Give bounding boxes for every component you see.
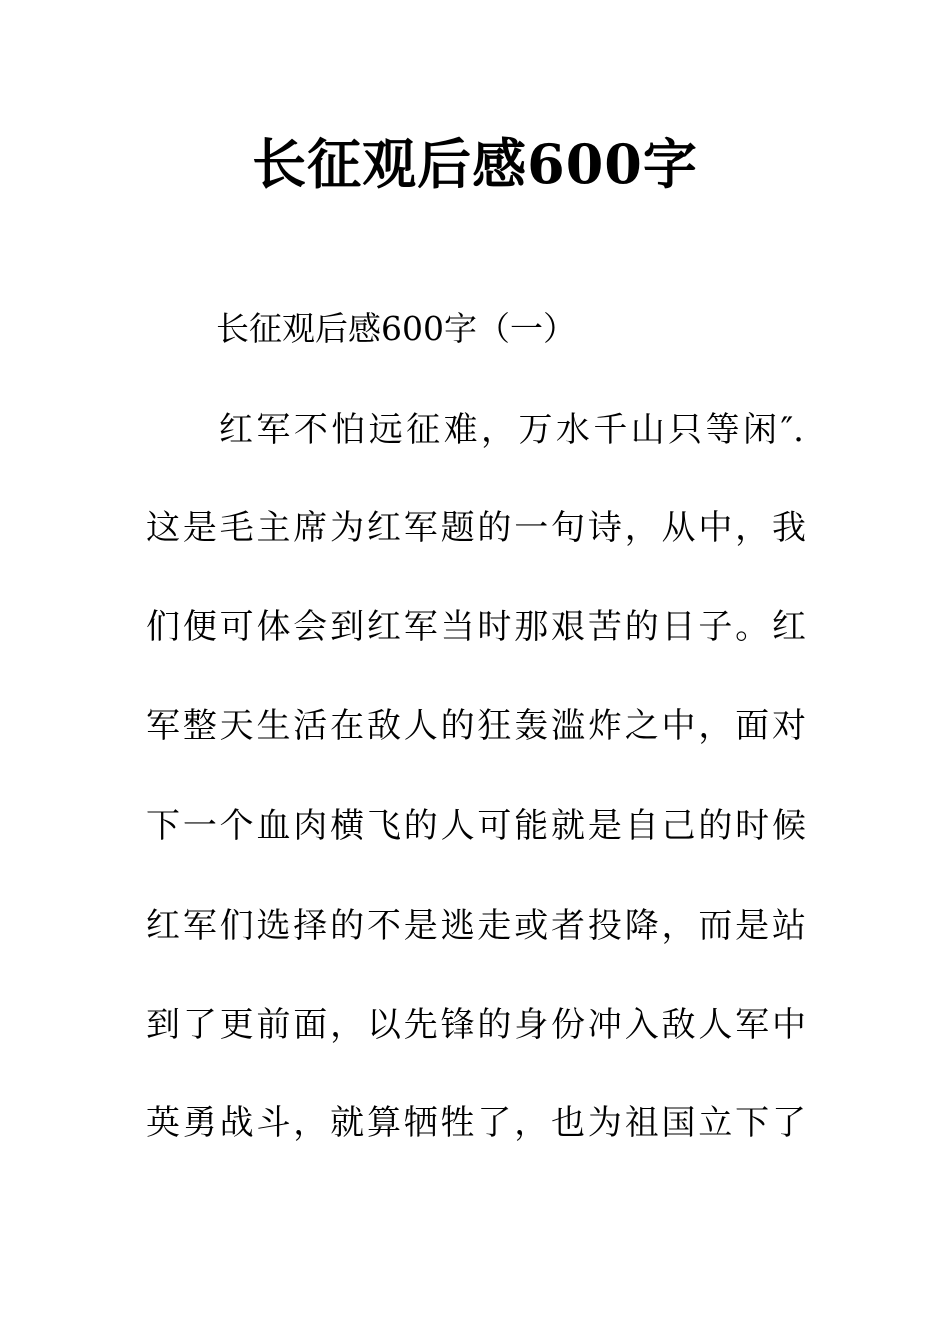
paragraph-line: 英勇战斗，就算牺牲了，也为祖国立下了 [146,1103,806,1143]
paragraph-line: 下一个血肉横飞的人可能就是自己的时候 [146,806,806,846]
document-title: 长征观后感600字 [252,132,698,196]
paragraph-line: 红军不怕远征难，万水千山只等闲″. [219,410,804,450]
paragraph-line: 红军们选择的不是逃走或者投降，而是站 [146,906,806,946]
section-heading: 长征观后感600字（一） [216,309,576,348]
paragraph-line: 这是毛主席为红军题的一句诗，从中，我 [146,508,806,548]
paragraph-line: 们便可体会到红军当时那艰苦的日子。红 [146,607,806,647]
paragraph-line: 军整天生活在敌人的狂轰滥炸之中，面对 [146,706,806,746]
paragraph-line: 到了更前面，以先锋的身份冲入敌人军中 [146,1005,806,1045]
